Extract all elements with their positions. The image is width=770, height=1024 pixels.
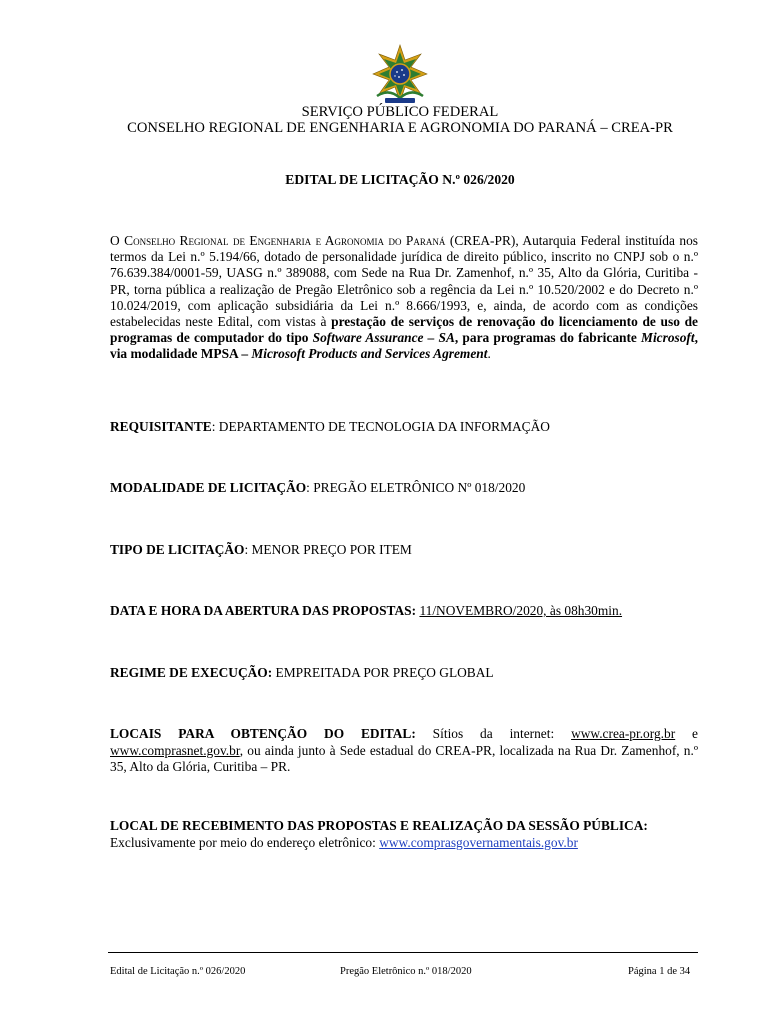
intro-object-3: , via modalidade MPSA – <box>110 330 698 362</box>
header-line-2: CONSELHO REGIONAL DE ENGENHARIA E AGRONOMIA DO PARANÁ – CREA-PR <box>127 120 673 136</box>
field-requisitante <box>110 419 698 436</box>
intro-object-italic-2: Microsoft <box>641 330 695 346</box>
field-data-abertura <box>110 603 698 620</box>
intro-text: (CREA-PR), Autarquia Federal instituída nos termos da Lei n.º 5.194/66, dotado de personalidade jurídica de direito público, inscrito no CNPJ sob o n.º 76.639.384/0001-59, UASG n.º 389088, com Sede na Rua Dr. Zamenhof, n.º 35, Alto da Glória, Curitiba - PR, torna pública a realização de Pregão Eletrônico sob a regência da Lei n.º 10.520/2002 e do Decreto n.º 10.024/2019, com aplicação subsidiária da Lei n.º 8.666/1993, e, ainda, de acordo com as condições estabelecidas neste Edital, com vistas à <box>110 233 698 330</box>
requisitante-label: REQUISITANTE <box>110 419 212 434</box>
intro-object-2: , para programas do fabricante <box>454 330 642 346</box>
local-label: LOCAL DE RECEBIMENTO DAS PROPOSTAS E REALIZAÇÃO DA SESSÃO PÚBLICA: <box>110 818 648 833</box>
local-text: Exclusivamente por meio do endereço eletrônico: <box>110 834 380 850</box>
requisitante-value: : DEPARTAMENTO DE TECNOLOGIA DA INFORMAÇÃO <box>211 419 550 434</box>
tipo-value: : MENOR PREÇO POR ITEM <box>244 542 412 557</box>
data-label: DATA E HORA DA ABERTURA DAS PROPOSTAS: <box>110 603 417 618</box>
modalidade-value: : PREGÃO ELETRÔNICO Nº 018/2020 <box>306 480 526 495</box>
modalidade-label: MODALIDADE DE LICITAÇÃO <box>110 480 307 495</box>
intro-object-1: prestação de serviços de renovação do licenciamento de uso de programas de computador do tipo <box>110 314 698 346</box>
document-title: EDITAL DE LICITAÇÃO N.º 026/2020 <box>285 172 515 187</box>
locais-text-1: Sítios da internet: <box>415 726 572 741</box>
header-line-1: SERVIÇO PÚBLICO FEDERAL <box>301 104 499 120</box>
tipo-label: TIPO DE LICITAÇÃO <box>110 542 245 557</box>
comprasgovernamentais-link[interactable]: www.comprasgovernamentais.gov.br <box>379 834 578 850</box>
field-local-sessao <box>110 818 698 851</box>
comprasnet-link[interactable]: www.comprasnet.gov.br <box>110 742 240 758</box>
crea-pr-link[interactable]: www.crea-pr.org.br <box>571 726 676 741</box>
field-modalidade <box>110 480 698 497</box>
brazil-coat-of-arms-icon <box>371 44 429 104</box>
footer-pregao: Pregão Eletrônico n.º 018/2020 <box>340 966 472 977</box>
field-locais <box>110 726 698 776</box>
field-tipo <box>110 542 698 559</box>
footer-edital: Edital de Licitação n.º 026/2020 <box>110 966 246 977</box>
field-regime <box>110 665 698 682</box>
footer-divider <box>108 952 698 953</box>
data-value: 11/NOVEMBRO/2020, às 08h30min. <box>419 603 623 618</box>
regime-value: EMPREITADA POR PREÇO GLOBAL <box>272 665 494 680</box>
regime-label: REGIME DE EXECUÇÃO: <box>110 665 273 680</box>
org-name: O Conselho Regional de Engenharia e Agronomia do Paraná <box>110 233 446 248</box>
locais-text-3: , ou ainda junto à Sede estadual do CREA-PR, localizada na Rua Dr. Zamenhof, n.º 35, Alto da Glória, Curitiba – PR. <box>110 742 698 774</box>
locais-text-2: e <box>675 726 698 741</box>
intro-end: . <box>487 346 491 362</box>
footer-page-number: Página 1 de 34 <box>628 966 691 977</box>
intro-object-italic-3: Microsoft Products and Services Agrement <box>251 346 488 362</box>
locais-label: LOCAIS PARA OBTENÇÃO DO EDITAL: <box>110 726 416 741</box>
intro-paragraph <box>110 233 698 363</box>
intro-object-italic-1: Software Assurance – SA <box>312 330 455 346</box>
